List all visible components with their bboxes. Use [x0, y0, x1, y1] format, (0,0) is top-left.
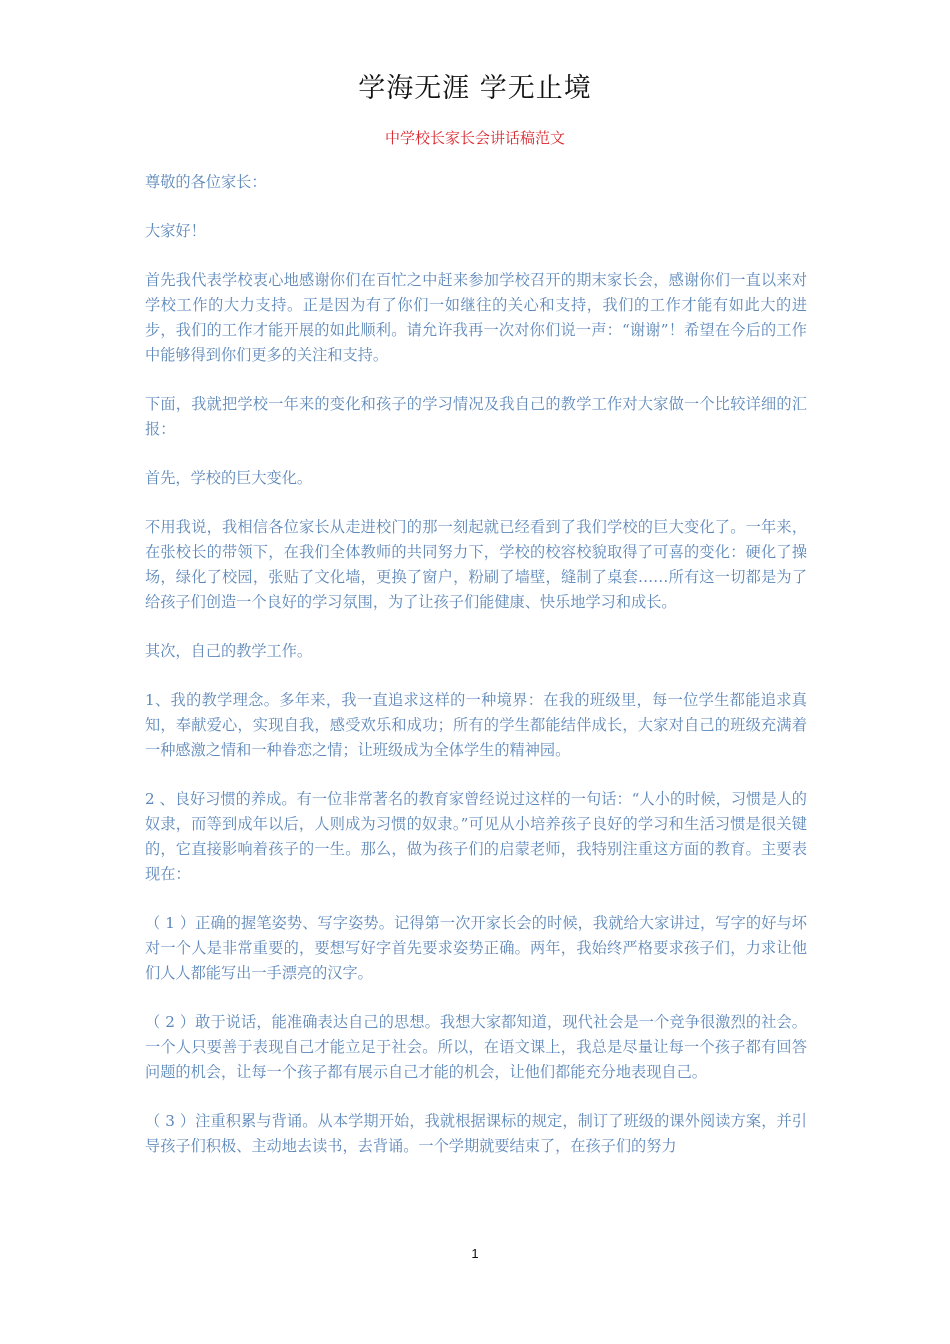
paragraph: （ 2 ）敢于说话，能准确表达自己的思想。我想大家都知道，现代社会是一个竞争很激烈的社会。一个人只要善于表现自己才能立足于社会。所以，在语文课上，我总是尽量让每一个孩子都有回答问题的机会，让每一个孩子都有展示自己才能的机会，让他们都能充分地表现自己。: [145, 1013, 807, 1081]
paragraph: 下面，我就把学校一年来的变化和孩子的学习情况及我自己的教学工作对大家做一个比较详细的汇报：: [145, 395, 807, 438]
header-motto: 学海无涯 学无止境: [358, 73, 592, 104]
paragraph: （ 3 ）注重积累与背诵。从本学期开始，我就根据课标的规定，制订了班级的课外阅读方案，并引导孩子们积极、主动地去读书，去背诵。一个学期就要结束了，在孩子们的努力: [145, 1112, 807, 1155]
paragraph: （ 1 ）正确的握笔姿势、写字姿势。记得第一次开家长会的时候，我就给大家讲过，写字的好与坏对一个人是非常重要的，要想写好字首先要求姿势正确。两年，我始终严格要求孩子们，力求让他们人人都能写出一手漂亮的汉字。: [145, 914, 807, 982]
paragraph: 不用我说，我相信各位家长从走进校门的那一刻起就已经看到了我们学校的巨大变化了。一年来，在张校长的带领下，在我们全体教师的共同努力下，学校的校容校貌取得了可喜的变化：硬化了操场，绿化了校园，张贴了文化墙，更换了窗户，粉刷了墙壁，缝制了桌套……所有这一切都是为了给孩子们创造一个良好的学习氛围，为了让孩子们能健康、快乐地学习和成长。: [145, 518, 807, 611]
document-body: [145, 170, 807, 1183]
greeting: 大家好！: [145, 222, 206, 240]
document-title: 中学校长家长会讲话稿范文: [384, 129, 565, 147]
section-heading: 其次，自己的教学工作。: [145, 642, 313, 660]
paragraph: 首先我代表学校衷心地感谢你们在百忙之中赶来参加学校召开的期末家长会，感谢你们一直以来对学校工作的大力支持。正是因为有了你们一如继往的关心和支持，我们的工作才能有如此大的进步，我们的工作才能开展的如此顺利。请允许我再一次对你们说一声：“谢谢”！希望在今后的工作中能够得到你们更多的关注和支持。: [145, 271, 807, 364]
section-heading: 首先，学校的巨大变化。: [145, 469, 313, 487]
paragraph: 2 、良好习惯的养成。有一位非常著名的教育家曾经说过这样的一句话：“人小的时候，习惯是人的奴隶，而等到成年以后，人则成为习惯的奴隶。”可见从小培养孩子良好的学习和生活习惯是很关键的，它直接影响着孩子的一生。那么，做为孩子们的启蒙老师，我特别注重这方面的教育。主要表现在：: [145, 790, 807, 883]
paragraph: 1、我的教学理念。多年来，我一直追求这样的一种境界：在我的班级里，每一位学生都能追求真知，奉献爱心，实现自我，感受欢乐和成功；所有的学生都能结伴成长，大家对自己的班级充满着一种感激之情和一种眷恋之情；让班级成为全体学生的精神园。: [145, 691, 807, 759]
page-number: 1: [471, 1246, 479, 1261]
salutation: 尊敬的各位家长：: [145, 173, 267, 191]
